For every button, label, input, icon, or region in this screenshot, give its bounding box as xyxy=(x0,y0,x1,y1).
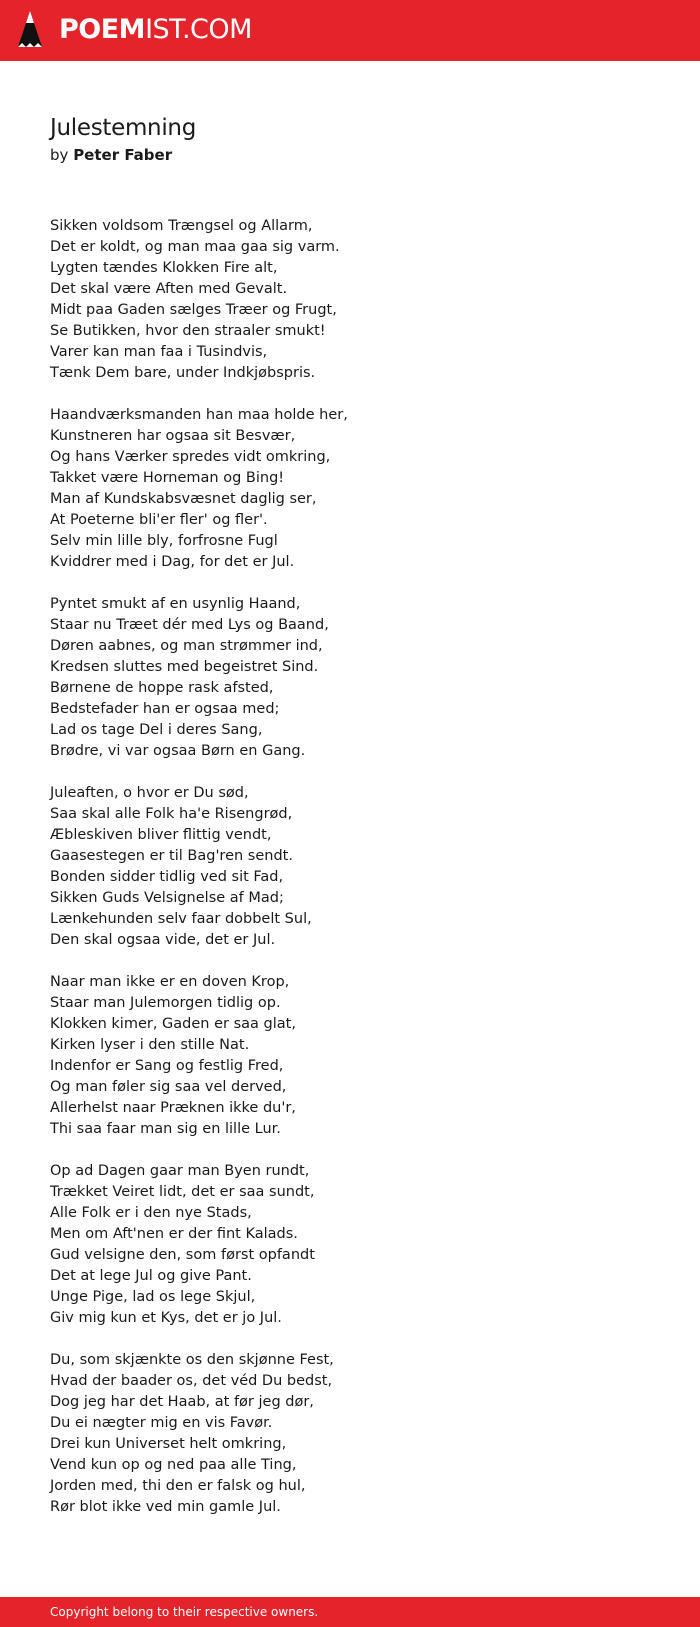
poem-line: Staar man Julemorgen tidlig op. xyxy=(50,995,281,1011)
poem-byline xyxy=(50,144,650,166)
poem-stanza xyxy=(50,1350,650,1518)
copyright-text: Copyright belong to their respective owners. xyxy=(50,1605,319,1619)
poem-line: Tænk Dem bare, under Indkjøbspris. xyxy=(50,365,316,381)
poem-line: Sikken voldsom Trængsel og Allarm, xyxy=(50,218,313,234)
poem-line: Drei kun Universet helt omkring, xyxy=(50,1436,287,1452)
poem-line: Selv min lille bly, forfrosne Fugl xyxy=(50,533,278,549)
poem-line: Hvad der baader os, det véd Du bedst, xyxy=(50,1373,333,1389)
poem-line: Trækket Veiret lidt, det er saa sundt, xyxy=(50,1184,315,1200)
poem-line: Sikken Guds Velsignelse af Mad; xyxy=(50,890,284,906)
poem-line: Se Butikken, hvor den straaler smukt! xyxy=(50,323,326,339)
poem-line: Døren aabnes, og man strømmer ind, xyxy=(50,638,323,654)
logo-text-light: IST.COM xyxy=(145,14,252,45)
poem-line: Lænkehunden selv faar dobbelt Sul, xyxy=(50,911,312,927)
poem-line: Den skal ogsaa vide, det er Jul. xyxy=(50,932,276,948)
logo-text-bold: POEM xyxy=(59,14,146,45)
poem-line: Æbleskiven bliver flittig vendt, xyxy=(50,827,272,843)
poem-author: Peter Faber xyxy=(73,146,173,164)
pencil-tip-icon xyxy=(17,9,43,51)
poem-stanza xyxy=(50,405,650,573)
site-header xyxy=(0,0,700,61)
poem-line: Thi saa faar man sig en lille Lur. xyxy=(50,1121,281,1137)
poem-line: Alle Folk er i den nye Stads, xyxy=(50,1205,252,1221)
site-logo-text xyxy=(59,9,252,51)
poem-line: Unge Pige, lad os lege Skjul, xyxy=(50,1289,256,1305)
poem-stanza xyxy=(50,972,650,1140)
poem-line: Kredsen sluttes med begeistret Sind. xyxy=(50,659,319,675)
poem-line: Brødre, vi var ogsaa Børn en Gang. xyxy=(50,743,306,759)
poem-line: Staar nu Træet dér med Lys og Baand, xyxy=(50,617,329,633)
poem-line: At Poeterne bli'er fler' og fler'. xyxy=(50,512,268,528)
poem-line: Op ad Dagen gaar man Byen rundt, xyxy=(50,1163,310,1179)
poem-line: Gud velsigne den, som først opfandt xyxy=(50,1247,315,1263)
poem-line: Det er koldt, og man maa gaa sig varm. xyxy=(50,239,340,255)
poem-line: Jorden med, thi den er falsk og hul, xyxy=(50,1478,306,1494)
poem-line: Kviddrer med i Dag, for det er Jul. xyxy=(50,554,295,570)
poem-line: Haandværksmanden han maa holde her, xyxy=(50,407,348,423)
poem-stanza xyxy=(50,783,650,951)
poem-line: Kunstneren har ogsaa sit Besvær, xyxy=(50,428,296,444)
poem-line: Gaasestegen er til Bag'ren sendt. xyxy=(50,848,293,864)
poem-stanza xyxy=(50,594,650,762)
poem-content xyxy=(50,112,650,1539)
poem-line: Dog jeg har det Haab, at før jeg dør, xyxy=(50,1394,314,1410)
poem-line: Du ei nægter mig en vis Favør. xyxy=(50,1415,273,1431)
poem-line: Kirken lyser i den stille Nat. xyxy=(50,1037,250,1053)
poem-line: Varer kan man faa i Tusindvis, xyxy=(50,344,268,360)
poem-line: Midt paa Gaden sælges Træer og Frugt, xyxy=(50,302,337,318)
poem-line: Bedstefader han er ogsaa med; xyxy=(50,701,280,717)
site-footer xyxy=(0,1597,700,1627)
poem-line: Og hans Værker spredes vidt omkring, xyxy=(50,449,331,465)
site-logo-link[interactable] xyxy=(17,9,252,51)
poem-line: Man af Kundskabsvæsnet daglig ser, xyxy=(50,491,317,507)
poem-line: Det skal være Aften med Gevalt. xyxy=(50,281,288,297)
poem-line: Bonden sidder tidlig ved sit Fad, xyxy=(50,869,284,885)
poem-line: Allerhelst naar Præknen ikke du'r, xyxy=(50,1100,296,1116)
poem-line: Men om Aft'nen er der fint Kalads. xyxy=(50,1226,298,1242)
poem-line: Lygten tændes Klokken Fire alt, xyxy=(50,260,278,276)
poem-stanza xyxy=(50,216,650,384)
poem-line: Og man føler sig saa vel derved, xyxy=(50,1079,287,1095)
poem-line: Indenfor er Sang og festlig Fred, xyxy=(50,1058,284,1074)
poem-line: Børnene de hoppe rask afsted, xyxy=(50,680,274,696)
poem-line: Vend kun op og ned paa alle Ting, xyxy=(50,1457,297,1473)
poem-line: Giv mig kun et Kys, det er jo Jul. xyxy=(50,1310,282,1326)
poem-line: Naar man ikke er en doven Krop, xyxy=(50,974,290,990)
poem-line: Du, som skjænkte os den skjønne Fest, xyxy=(50,1352,334,1368)
poem-line: Pyntet smukt af en usynlig Haand, xyxy=(50,596,301,612)
byline-label: by xyxy=(50,146,69,164)
poem-line: Lad os tage Del i deres Sang, xyxy=(50,722,263,738)
poem-line: Klokken kimer, Gaden er saa glat, xyxy=(50,1016,296,1032)
poem-line: Juleaften, o hvor er Du sød, xyxy=(50,785,249,801)
poem-body xyxy=(50,216,650,1518)
poem-line: Takket være Horneman og Bing! xyxy=(50,470,285,486)
poem-stanza xyxy=(50,1161,650,1329)
poem-line: Det at lege Jul og give Pant. xyxy=(50,1268,252,1284)
poem-title: Julestemning xyxy=(50,115,197,141)
poem-line: Saa skal alle Folk ha'e Risengrød, xyxy=(50,806,293,822)
poem-line: Rør blot ikke ved min gamle Jul. xyxy=(50,1499,281,1515)
